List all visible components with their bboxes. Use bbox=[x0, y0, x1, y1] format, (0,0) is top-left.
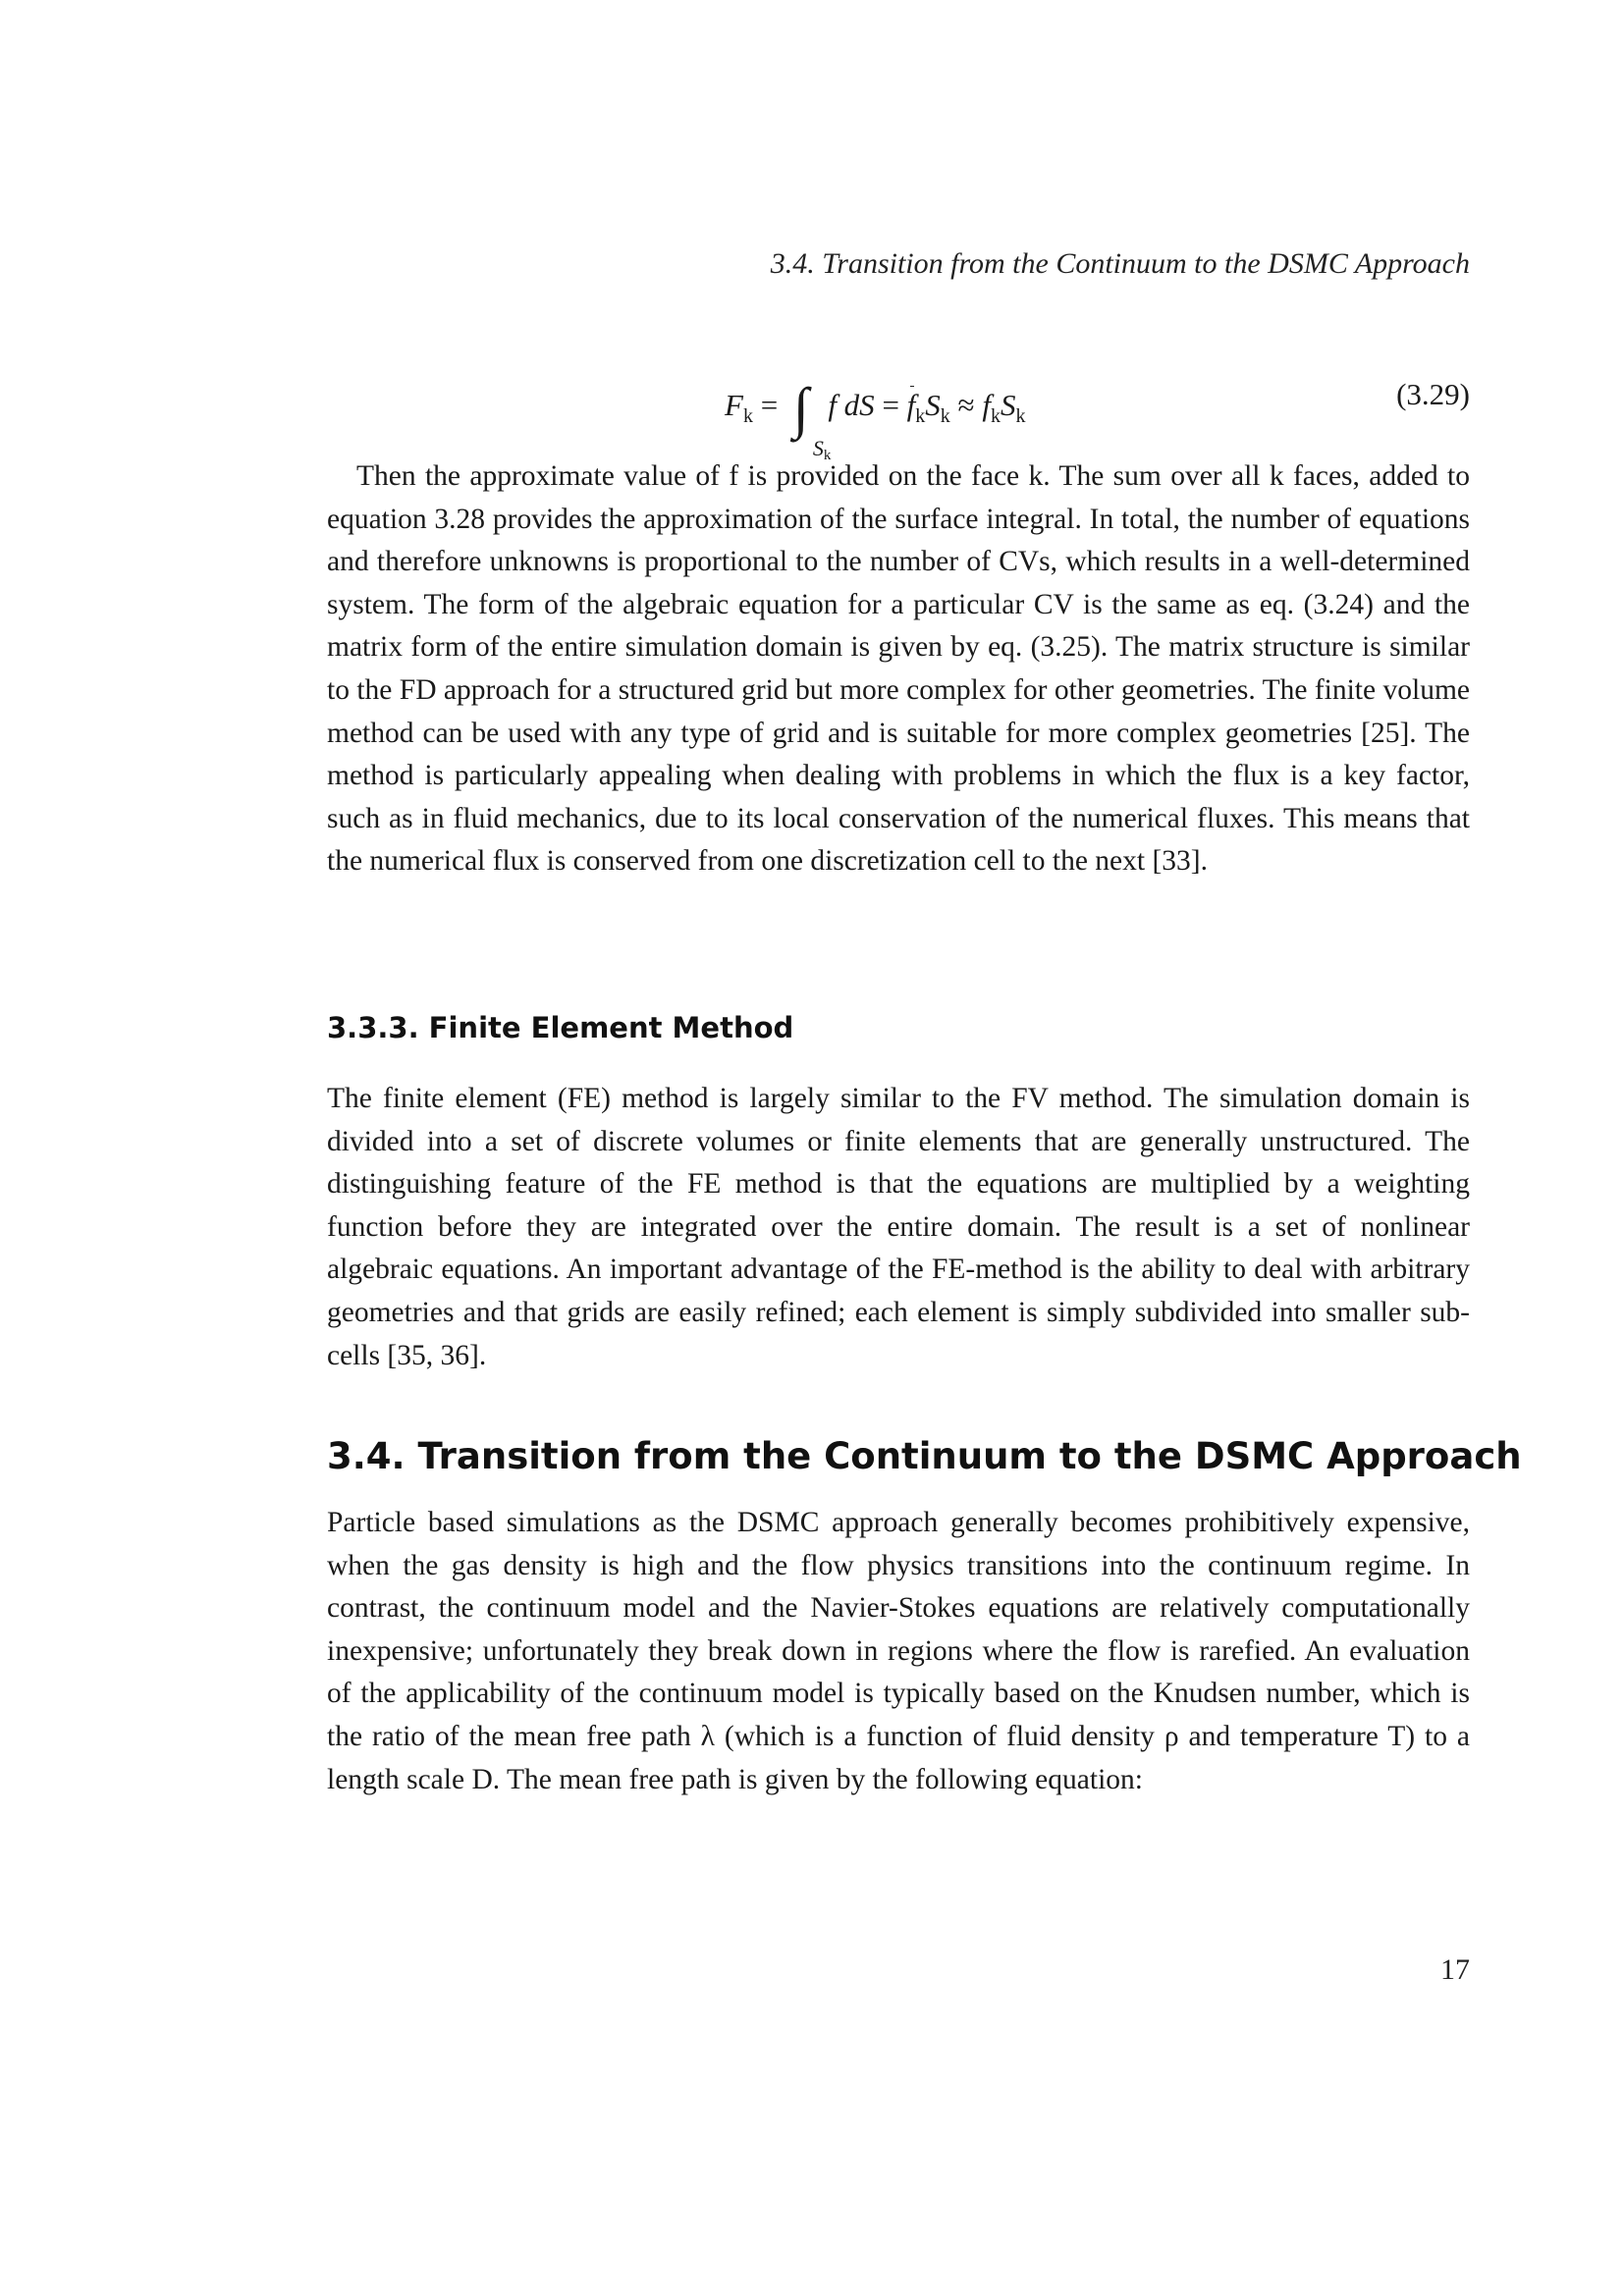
eq-mean-f-sub: k bbox=[915, 405, 926, 427]
eq-s2-sub: k bbox=[1015, 405, 1026, 427]
paragraph-finite-element: The finite element (FE) method is largely similar to the FV method. The simulation domain is divided into a set of discrete volumes or finite elements that are generally unstructured. The distinguishing feature of the FE method is that the equations are multiplied by a weighting function before they are integrated over the entire domain. The result is a set of nonlinear algebraic equations. An important advantage of the FE-method is the ability to deal with arbitrary geometries and that grids are easily refined; each element is simply subdivided into smaller sub-cells [35, 36]. bbox=[327, 1083, 1470, 1371]
eq-mean-f: f bbox=[906, 388, 916, 422]
eq-approx: ≈ bbox=[957, 388, 975, 422]
integral-lower-limit: $S_k$ bbox=[812, 436, 832, 463]
eq-lhs-sub: k bbox=[742, 405, 753, 427]
eq-integrand: f dS bbox=[828, 388, 875, 422]
eq-equals-1: = bbox=[760, 388, 779, 422]
page-number: 17 bbox=[1440, 1953, 1470, 1986]
eq-s2: S bbox=[1000, 388, 1016, 422]
running-head: 3.4. Transition from the Continuum to the DSMC Approach bbox=[770, 247, 1470, 280]
paragraph-transition: Particle based simulations as the DSMC approach generally becomes prohibitively expensive, when the gas density is high and the flow physics transitions into the continuum regime. In contrast, the continuum model and the Navier-Stokes equations are relatively computationally inexpensive; unfortunately they break down in regions where the flow is rarefied. An evaluation of the applicability of the continuum model is typically based on the Knudsen number, which is the ratio of the mean free path λ (which is a function of fluid density ρ and temperature T) to a length scale D. The mean free path is given by the following equation: bbox=[327, 1507, 1470, 1795]
eq-f2: f bbox=[982, 388, 991, 422]
eq-s1-sub: k bbox=[940, 405, 950, 427]
equation-number: (3.29) bbox=[1396, 377, 1470, 411]
equation-body bbox=[725, 375, 1026, 463]
subsection-heading: 3.3.3. Finite Element Method bbox=[327, 1011, 794, 1044]
integral-sign: ∫ $S_k$ bbox=[792, 376, 832, 463]
eq-f2-sub: k bbox=[990, 405, 1001, 427]
eq-lhs: F bbox=[725, 388, 743, 422]
equation-3-29 bbox=[0, 355, 1624, 463]
section-heading: 3.4. Transition from the Continuum to the DSMC Approach bbox=[327, 1435, 1522, 1477]
eq-equals-2: = bbox=[882, 388, 899, 422]
paragraph-finite-volume: Then the approximate value of f is provided on the face k. The sum over all k faces, added to equation 3.28 provides the approximation of the surface integral. In total, the number of equations and therefore unknowns is proportional to the number of CVs, which results in a well-determined system. The form of the algebraic equation for a particular CV is the same as eq. (3.24) and the matrix form of the entire simulation domain is given by eq. (3.25). The matrix structure is similar to the FD approach for a structured grid but more complex for other geometries. The finite volume method can be used with any type of grid and is suitable for more complex geometries [25]. The method is particularly appealing when dealing with problems in which the flux is a key factor, such as in fluid mechanics, due to its local conservation of the numerical fluxes. This means that the numerical flux is conserved from one discretization cell to the next [33]. bbox=[327, 460, 1470, 878]
eq-s1: S bbox=[925, 388, 941, 422]
